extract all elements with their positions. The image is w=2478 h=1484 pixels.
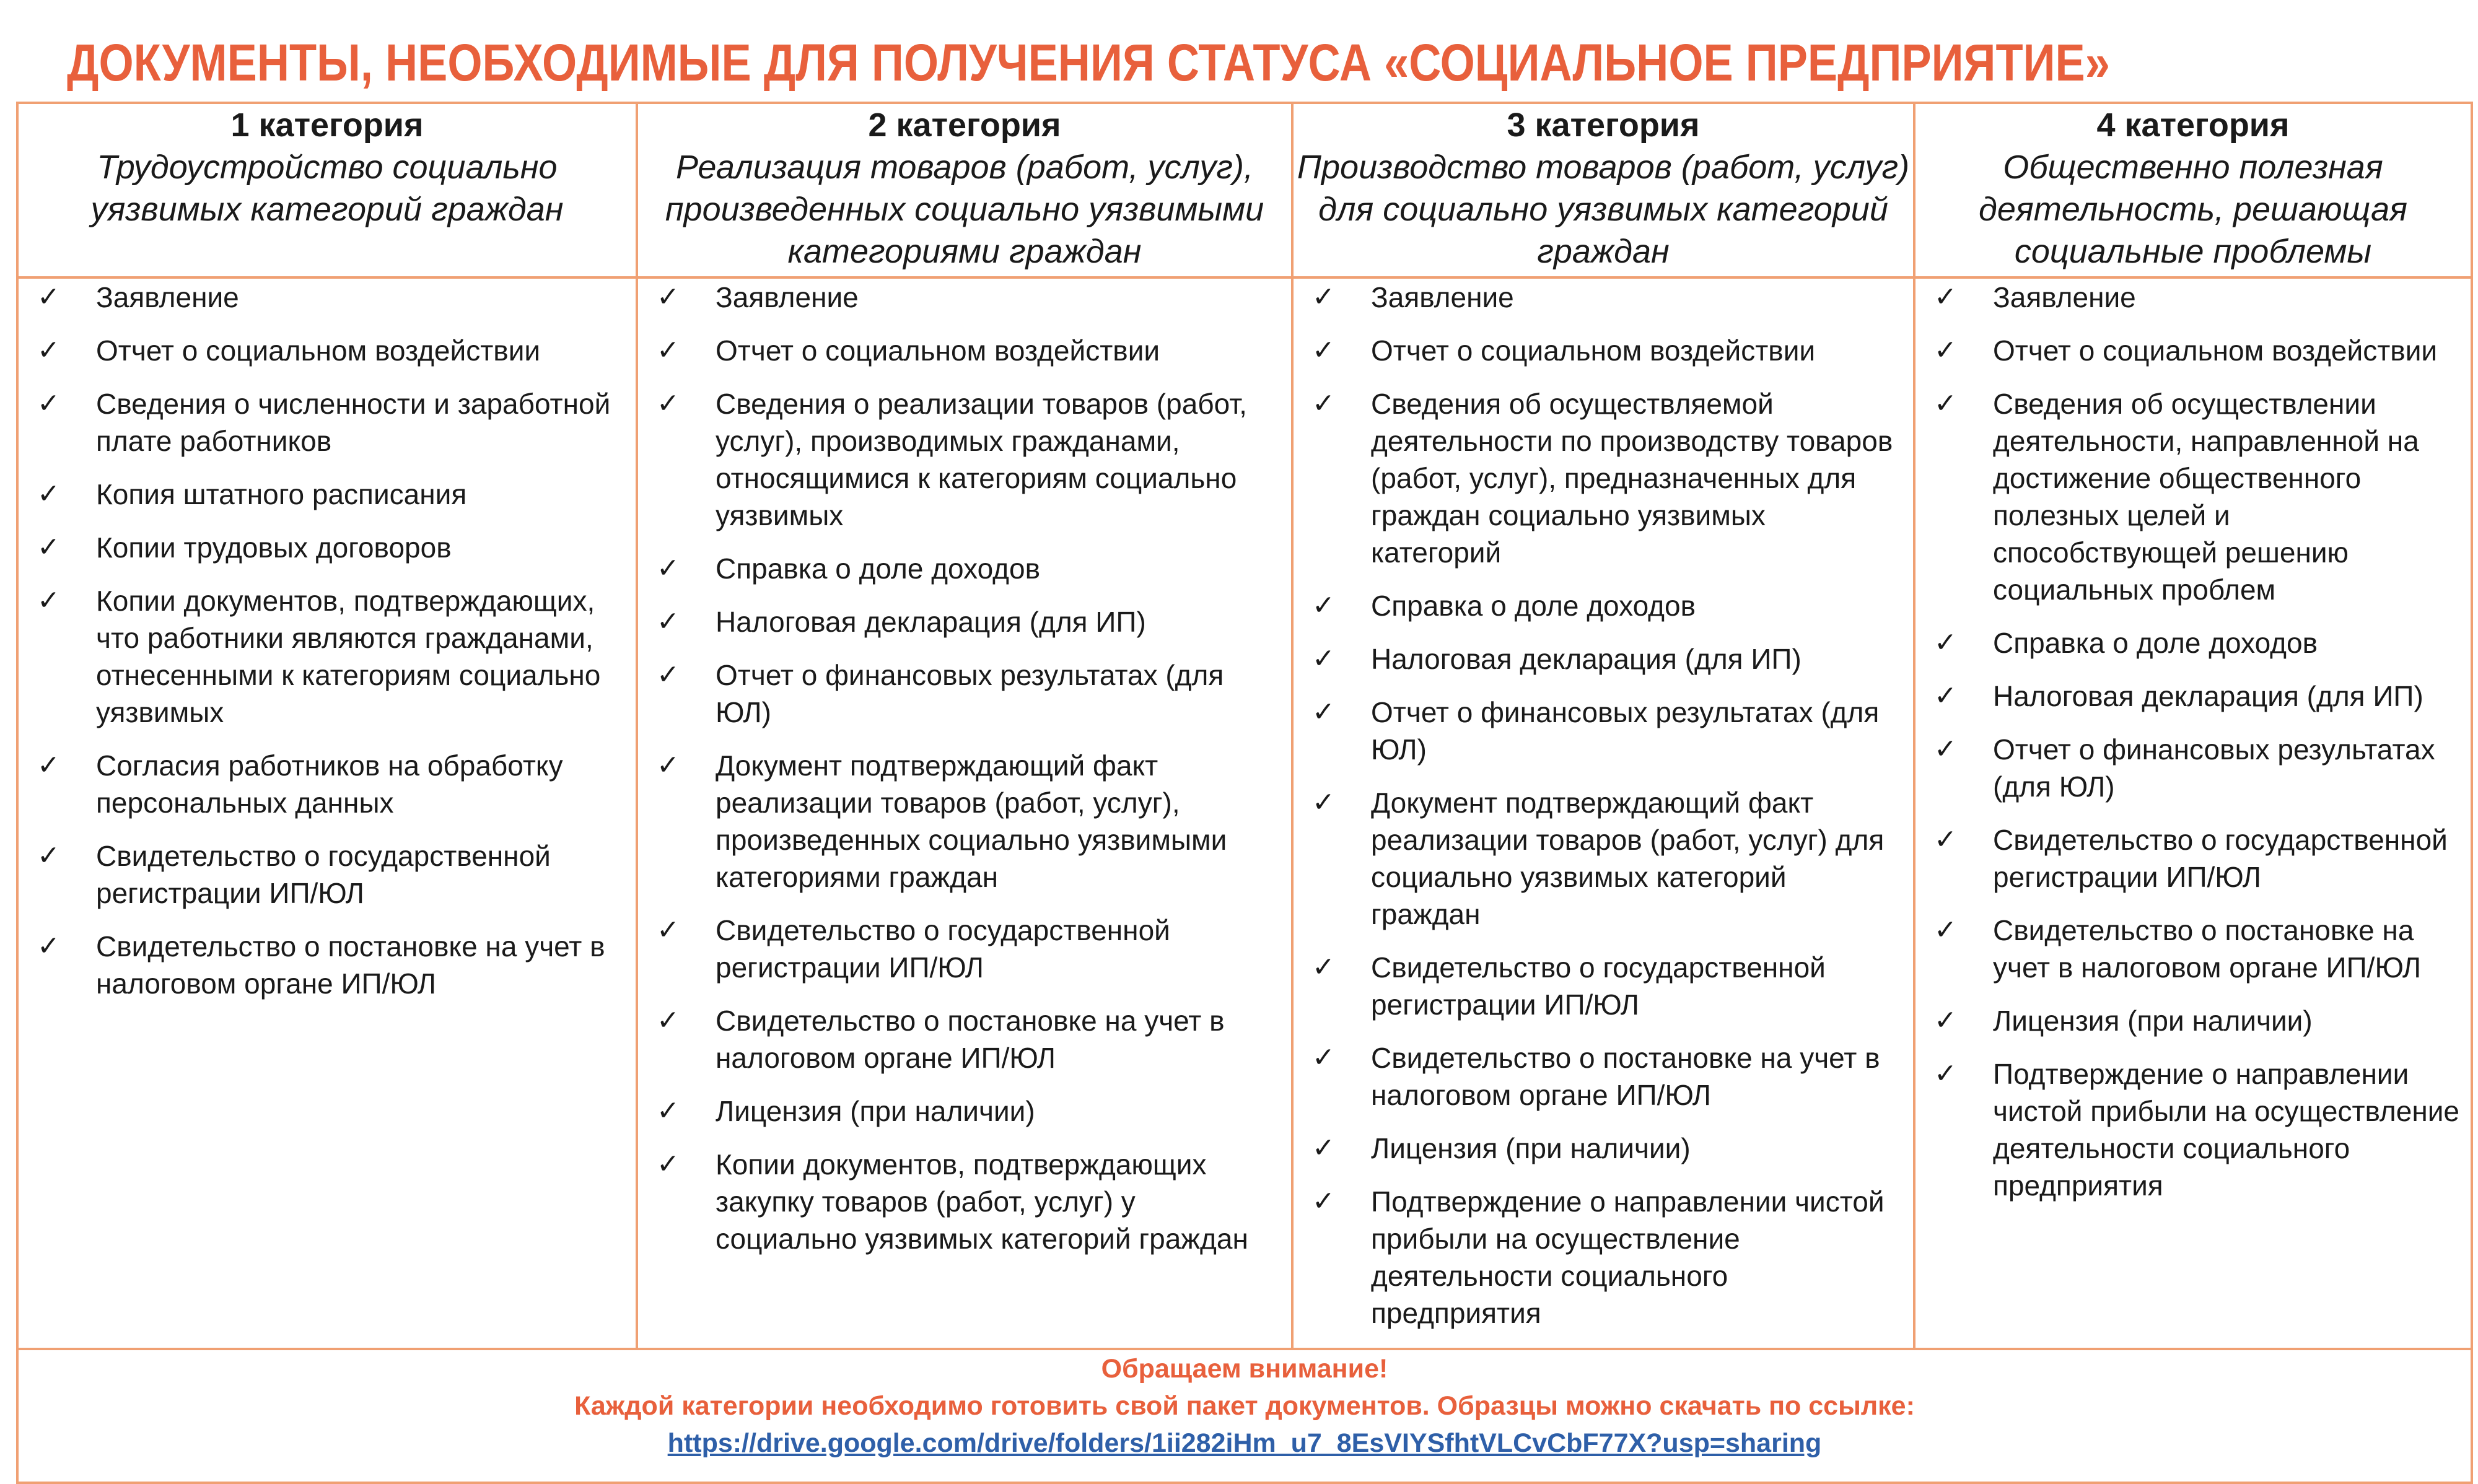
check-mark-icon: ✓ [1312, 335, 1335, 365]
list-item [1915, 624, 2471, 661]
check-mark-icon: ✓ [37, 931, 60, 961]
check-mark-icon: ✓ [1312, 697, 1335, 727]
document-item-label: Копии документов, подтверждающих, что работники являются гражданами, отнесенными к категориям социально уязвимых [96, 585, 601, 728]
list-item [1915, 332, 2471, 369]
check-mark-icon: ✓ [1934, 681, 1957, 711]
check-mark-icon: ✓ [1312, 388, 1335, 419]
category-3-number: 3 категория [1507, 107, 1700, 144]
check-mark-icon: ✓ [657, 915, 680, 945]
list-item [638, 279, 1291, 316]
check-mark-icon: ✓ [1312, 1133, 1335, 1163]
list-item [1915, 279, 2471, 316]
list-item [638, 332, 1291, 369]
document-item-label: Документ подтверждающий факт реализации товаров (работ, услуг) для социально уязвимых категорий граждан [1371, 787, 1885, 930]
check-mark-icon: ✓ [37, 335, 60, 365]
document-item-label: Свидетельство о постановке на учет в налоговом органе ИП/ЮЛ [96, 930, 605, 1000]
list-item [638, 747, 1291, 896]
check-mark-icon: ✓ [657, 388, 680, 419]
check-mark-icon: ✓ [657, 660, 680, 690]
document-item-label: Сведения о реализации товаров (работ, услуг), производимых гражданами, относящимися к категориям социально уязвимых [716, 388, 1247, 531]
list-item [1915, 678, 2471, 715]
document-list [1294, 279, 1913, 1332]
category-4-header [1914, 103, 2472, 277]
list-item [19, 332, 636, 369]
list-item [1294, 332, 1913, 369]
category-header-row [17, 103, 2472, 277]
document-item-label: Заявление [96, 281, 239, 313]
document-item-label: Отчет о финансовых результатах (для ЮЛ) [716, 659, 1224, 728]
list-item [638, 1002, 1291, 1076]
list-item [19, 529, 636, 566]
category-3-header [1292, 103, 1914, 277]
category-3-description: Производство товаров (работ, услуг) для социально уязвимых категорий граждан [1297, 149, 1910, 270]
check-mark-icon: ✓ [1934, 282, 1957, 312]
check-mark-icon: ✓ [657, 335, 680, 365]
check-mark-icon: ✓ [1934, 915, 1957, 945]
document-item-label: Копия штатного расписания [96, 478, 467, 510]
document-item-label: Сведения о численности и заработной плате работников [96, 388, 611, 457]
document-item-label: Лицензия (при наличии) [1993, 1005, 2313, 1037]
attention-text: Каждой категории необходимо готовить свой пакет документов. Образцы можно скачать по ссылке: [574, 1391, 1915, 1421]
check-mark-icon: ✓ [37, 388, 60, 419]
check-mark-icon: ✓ [1934, 734, 1957, 764]
list-item [1915, 385, 2471, 608]
check-mark-icon: ✓ [37, 750, 60, 780]
check-mark-icon: ✓ [1312, 590, 1335, 621]
document-item-label: Справка о доле доходов [716, 552, 1041, 585]
list-item [1294, 640, 1913, 678]
check-mark-icon: ✓ [657, 606, 680, 637]
list-item [638, 603, 1291, 640]
category-1-documents [17, 277, 637, 1349]
document-item-label: Сведения об осуществляемой деятельности по производству товаров (работ, услуг), предназначенных для граждан социально уязвимых категорий [1371, 388, 1893, 569]
list-item [1294, 949, 1913, 1023]
document-item-label: Согласия работников на обработку персональных данных [96, 749, 563, 819]
check-mark-icon: ✓ [657, 1096, 680, 1126]
document-item-label: Подтверждение о направлении чистой прибыли на осуществление деятельности социального предприятия [1371, 1185, 1885, 1329]
list-item [638, 1146, 1291, 1257]
list-item [638, 912, 1291, 986]
check-mark-icon: ✓ [1934, 824, 1957, 855]
list-item [1915, 821, 2471, 896]
list-item [1294, 279, 1913, 316]
category-3-documents [1292, 277, 1914, 1349]
category-2-number: 2 категория [868, 107, 1061, 144]
check-mark-icon: ✓ [1312, 282, 1335, 312]
list-item [638, 657, 1291, 731]
check-mark-icon: ✓ [1934, 627, 1957, 658]
document-item-label: Заявление [1371, 281, 1514, 313]
category-1-number: 1 категория [230, 107, 424, 144]
category-4-documents [1914, 277, 2472, 1349]
document-lists-row [17, 277, 2472, 1349]
footer-row [17, 1349, 2472, 1483]
list-item [19, 837, 636, 912]
check-mark-icon: ✓ [657, 750, 680, 780]
document-item-label: Отчет о социальном воздействии [1993, 334, 2438, 367]
check-mark-icon: ✓ [1934, 1058, 1957, 1089]
check-mark-icon: ✓ [1312, 952, 1335, 982]
list-item [19, 582, 636, 731]
check-mark-icon: ✓ [37, 840, 60, 871]
check-mark-icon: ✓ [657, 1005, 680, 1036]
document-item-label: Свидетельство о государственной регистрации ИП/ЮЛ [1993, 824, 2448, 893]
document-item-label: Свидетельство о государственной регистрации ИП/ЮЛ [716, 914, 1170, 984]
check-mark-icon: ✓ [1934, 1005, 1957, 1036]
check-mark-icon: ✓ [1312, 787, 1335, 818]
list-item [19, 928, 636, 1002]
list-item [1294, 385, 1913, 571]
document-item-label: Документ подтверждающий факт реализации товаров (работ, услуг), произведенных социально уязвимыми категориями граждан [716, 749, 1227, 893]
document-item-label: Заявление [1993, 281, 2136, 313]
list-item [1294, 1183, 1913, 1332]
document-item-label: Копии документов, подтверждающих закупку товаров (работ, услуг) у социально уязвимых категорий граждан [716, 1148, 1248, 1255]
list-item [1915, 731, 2471, 805]
list-item [638, 385, 1291, 534]
document-item-label: Отчет о социальном воздействии [1371, 334, 1816, 367]
category-2-header [637, 103, 1292, 277]
check-mark-icon: ✓ [37, 282, 60, 312]
category-4-number: 4 категория [2096, 107, 2290, 144]
category-1-header [17, 103, 637, 277]
list-item [19, 476, 636, 513]
list-item [19, 747, 636, 821]
document-item-label: Налоговая декларация (для ИП) [1371, 643, 1802, 675]
document-item-label: Подтверждение о направлении чистой прибыли на осуществление деятельности социального предприятия [1993, 1058, 2460, 1202]
check-mark-icon: ✓ [1312, 1186, 1335, 1216]
samples-link[interactable]: https://drive.google.com/drive/folders/1ii282iHm_u7_8EsVIYSfhtVLCvCbF77X?usp=sharing [667, 1428, 1822, 1458]
check-mark-icon: ✓ [37, 479, 60, 509]
document-item-label: Сведения об осуществлении деятельности, направленной на достижение общественного полезных целей и способствующей решению социальных проблем [1993, 388, 2419, 606]
check-mark-icon: ✓ [657, 553, 680, 583]
document-item-label: Свидетельство о постановке на учет в налоговом органе ИП/ЮЛ [716, 1005, 1225, 1074]
document-item-label: Заявление [716, 281, 859, 313]
check-mark-icon: ✓ [1934, 335, 1957, 365]
check-mark-icon: ✓ [1312, 1042, 1335, 1073]
list-item [1915, 1055, 2471, 1204]
list-item [638, 1093, 1291, 1130]
check-mark-icon: ✓ [657, 282, 680, 312]
category-1-description: Трудоустройство социально уязвимых категорий граждан [90, 149, 564, 228]
check-mark-icon: ✓ [1934, 388, 1957, 419]
check-mark-icon: ✓ [37, 532, 60, 562]
list-item [1294, 784, 1913, 933]
document-item-label: Свидетельство о постановке на учет в налоговом органе ИП/ЮЛ [1993, 914, 2422, 984]
document-item-label: Свидетельство о государственной регистрации ИП/ЮЛ [96, 840, 551, 909]
list-item [1294, 1039, 1913, 1114]
list-item [1915, 912, 2471, 986]
attention-heading: Обращаем внимание! [1101, 1354, 1388, 1384]
category-2-description: Реализация товаров (работ, услуг), произведенных социально уязвимыми категориями граждан [665, 149, 1264, 270]
document-item-label: Отчет о финансовых результатах (для ЮЛ) [1371, 696, 1880, 766]
category-2-documents [637, 277, 1292, 1349]
list-item [638, 550, 1291, 587]
document-list [19, 279, 636, 1002]
document-item-label: Отчет о финансовых результатах (для ЮЛ) [1993, 733, 2435, 803]
documents-table [16, 102, 2473, 1484]
document-item-label: Отчет о социальном воздействии [96, 334, 541, 367]
document-item-label: Отчет о социальном воздействии [716, 334, 1160, 367]
document-item-label: Налоговая декларация (для ИП) [1993, 680, 2423, 712]
list-item [19, 385, 636, 460]
check-mark-icon: ✓ [37, 585, 60, 616]
document-item-label: Свидетельство о постановке на учет в налоговом органе ИП/ЮЛ [1371, 1042, 1880, 1111]
list-item [1294, 1130, 1913, 1167]
document-list [1915, 279, 2471, 1204]
category-4-description: Общественно полезная деятельность, решающая социальные проблемы [1979, 149, 2407, 270]
footer-note [17, 1349, 2472, 1483]
check-mark-icon: ✓ [1312, 644, 1335, 674]
document-item-label: Копии трудовых договоров [96, 531, 452, 564]
list-item [19, 279, 636, 316]
list-item [1294, 587, 1913, 624]
document-item-label: Справка о доле доходов [1371, 590, 1696, 622]
page-title: ДОКУМЕНТЫ, НЕОБХОДИМЫЕ ДЛЯ ПОЛУЧЕНИЯ СТАТУСА «СОЦИАЛЬНОЕ ПРЕДПРИЯТИЕ» [67, 33, 2110, 92]
document-item-label: Лицензия (при наличии) [716, 1095, 1035, 1127]
list-item [1294, 694, 1913, 768]
document-item-label: Справка о доле доходов [1993, 627, 2318, 659]
list-item [1915, 1002, 2471, 1039]
document-list [638, 279, 1291, 1257]
document-item-label: Свидетельство о государственной регистрации ИП/ЮЛ [1371, 951, 1826, 1021]
document-item-label: Налоговая декларация (для ИП) [716, 606, 1146, 638]
document-item-label: Лицензия (при наличии) [1371, 1132, 1691, 1164]
check-mark-icon: ✓ [657, 1149, 680, 1179]
